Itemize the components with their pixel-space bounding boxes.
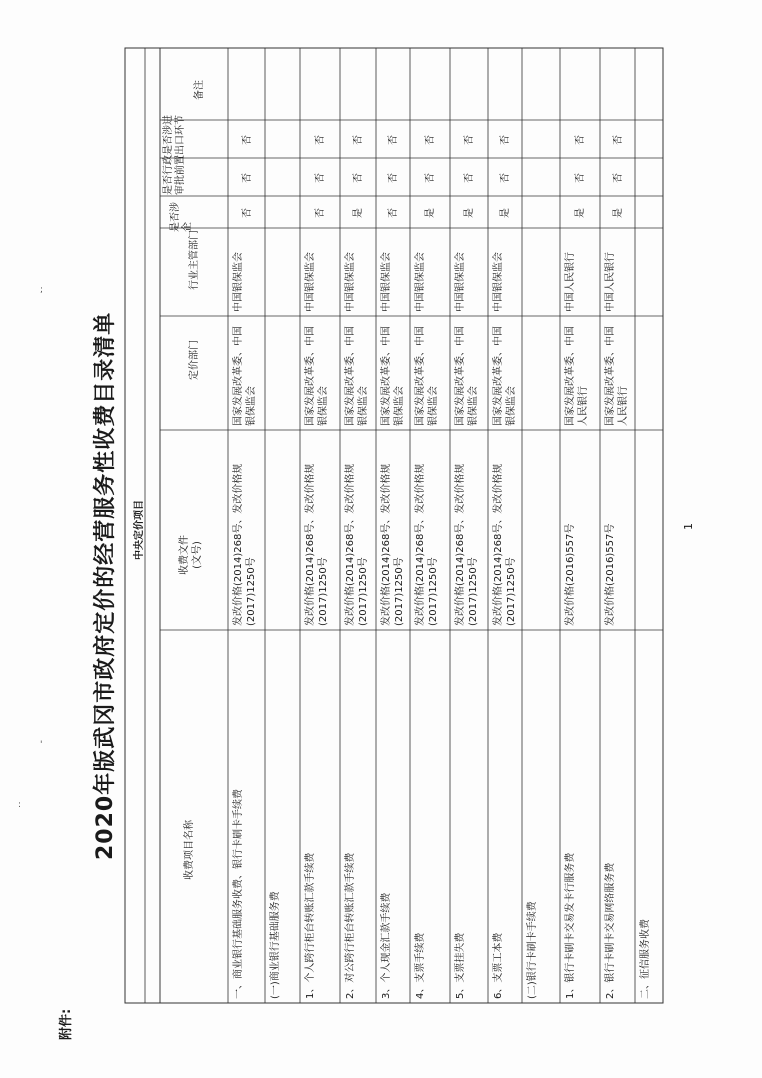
header-doc-text: 收费文件 (文号) (179, 535, 203, 575)
cell-import: 否 (575, 135, 586, 145)
cell-secret: 是 (464, 208, 475, 218)
cell-import: 否 (315, 135, 326, 145)
cell-secret: 否 (388, 208, 399, 218)
cell-authority: 中国银保监会 (345, 252, 356, 312)
cell-name: 3、个人现金汇款手续费 (381, 892, 392, 999)
cell-name: (二)银行卡刷卡手续费 (527, 901, 538, 999)
cell-name: 一、商业银行基础服务收费、银行卡刷卡手续费 (233, 789, 244, 999)
cell-import: 否 (425, 135, 436, 145)
header-name: 收费项目名称 (184, 820, 195, 880)
cell-approval: 否 (241, 173, 253, 183)
cell-name: 4、支票手续费 (415, 932, 426, 999)
cell-name: 2、对公跨行柜台转账汇款手续费 (345, 852, 356, 999)
cell-pricing: 国家发展改革委、中国银保监会 (455, 326, 479, 426)
annex-label: 附件: (59, 1008, 74, 1040)
cell-pricing: 国家发展改革委、中国银保监会 (415, 326, 439, 426)
cell-name: 2、银行卡刷卡交易网络服务费 (605, 862, 616, 999)
page-title: 2020年版武冈市政府定价的经营服务性收费目录清单 (93, 311, 118, 860)
cell-authority: 中国人民银行 (565, 252, 576, 312)
cell-approval: 否 (315, 173, 326, 183)
cell-name: 5、支票挂失费 (455, 932, 466, 999)
cell-name: (一)商业银行基础服务费 (270, 891, 281, 999)
page-number: 1 (682, 523, 695, 530)
cell-import: 否 (500, 135, 511, 145)
header-secret: 是否涉企 (170, 202, 193, 232)
cell-authority: 中国银保监会 (455, 252, 466, 312)
cell-doc: 发改价格(2014)268号、发改价格规(2017)1250号 (233, 463, 257, 626)
cell-secret: 是 (500, 208, 511, 218)
cell-import: 否 (241, 135, 253, 145)
cell-secret: 是 (353, 208, 364, 218)
header-authority: 行业主管部门 (189, 230, 200, 290)
scan-mark: ' (40, 740, 43, 750)
cell-approval: 否 (575, 173, 586, 183)
cell-import: 否 (388, 135, 399, 145)
section-central: 中央定价项目 (134, 500, 145, 560)
scan-mark: : (18, 800, 22, 810)
cell-approval: 否 (612, 173, 624, 183)
cell-doc: 发改价格(2016)557号 (565, 523, 576, 626)
cell-secret: 是 (575, 208, 586, 218)
cell-name: 二、征信服务收费 (640, 919, 651, 999)
cell-secret: 否 (241, 208, 253, 218)
cell-authority: 中国银保监会 (381, 252, 392, 312)
cell-authority: 中国银保监会 (415, 252, 426, 312)
cell-doc: 发改价格(2014)268号、发改价格规(2017)1250号 (493, 463, 517, 626)
cell-name: 1、银行卡刷卡交易发卡行服务费 (565, 852, 576, 999)
cell-authority: 中国银保监会 (493, 252, 504, 312)
cell-doc: 发改价格(2014)268号、发改价格规(2017)1250号 (345, 463, 369, 626)
cell-doc: 发改价格(2016)557号 (605, 523, 616, 626)
cell-pricing: 国家发展改革委、中国银保监会 (233, 326, 257, 426)
cell-authority: 中国银保监会 (305, 252, 316, 312)
cell-approval: 否 (353, 173, 364, 183)
header-note: 备注 (194, 80, 205, 100)
cell-pricing: 国家发展改革委、中国人民银行 (565, 326, 589, 426)
cell-pricing: 国家发展改革委、中国银保监会 (345, 326, 369, 426)
header-pricing: 定价部门 (189, 340, 200, 380)
cell-pricing: 国家发展改革委、中国银保监会 (305, 326, 329, 426)
header-import: 是否涉进出口环节 (163, 115, 186, 155)
cell-doc: 发改价格(2014)268号、发改价格规(2017)1250号 (455, 463, 479, 626)
cell-pricing: 国家发展改革委、中国银保监会 (493, 326, 517, 426)
cell-doc: 发改价格(2014)268号、发改价格规(2017)1250号 (415, 463, 439, 626)
cell-import: 否 (464, 135, 475, 145)
cell-pricing: 国家发展改革委、中国银保监会 (381, 326, 405, 426)
cell-name: 6、支票工本费 (493, 932, 504, 999)
cell-name: 1、个人跨行柜台转账汇款手续费 (305, 852, 316, 999)
cell-import: 否 (353, 135, 364, 145)
cell-authority: 中国人民银行 (605, 252, 616, 312)
cell-secret: 是 (425, 208, 436, 218)
header-approval: 是否行政审批前置 (163, 155, 186, 195)
cell-secret: 是 (612, 208, 624, 218)
cell-authority: 中国银保监会 (233, 252, 244, 312)
cell-pricing: 国家发展改革委、中国人民银行 (605, 326, 629, 426)
cell-approval: 否 (388, 173, 399, 183)
cell-approval: 否 (425, 173, 436, 183)
cell-approval: 否 (464, 173, 475, 183)
cell-doc: 发改价格(2014)268号、发改价格规(2017)1250号 (381, 463, 405, 626)
scan-mark: ; (40, 285, 44, 295)
header-doc (178, 520, 204, 590)
cell-secret: 否 (315, 208, 326, 218)
cell-approval: 否 (500, 173, 511, 183)
cell-doc: 发改价格(2014)268号、发改价格规(2017)1250号 (305, 463, 329, 626)
cell-import: 否 (612, 135, 624, 145)
